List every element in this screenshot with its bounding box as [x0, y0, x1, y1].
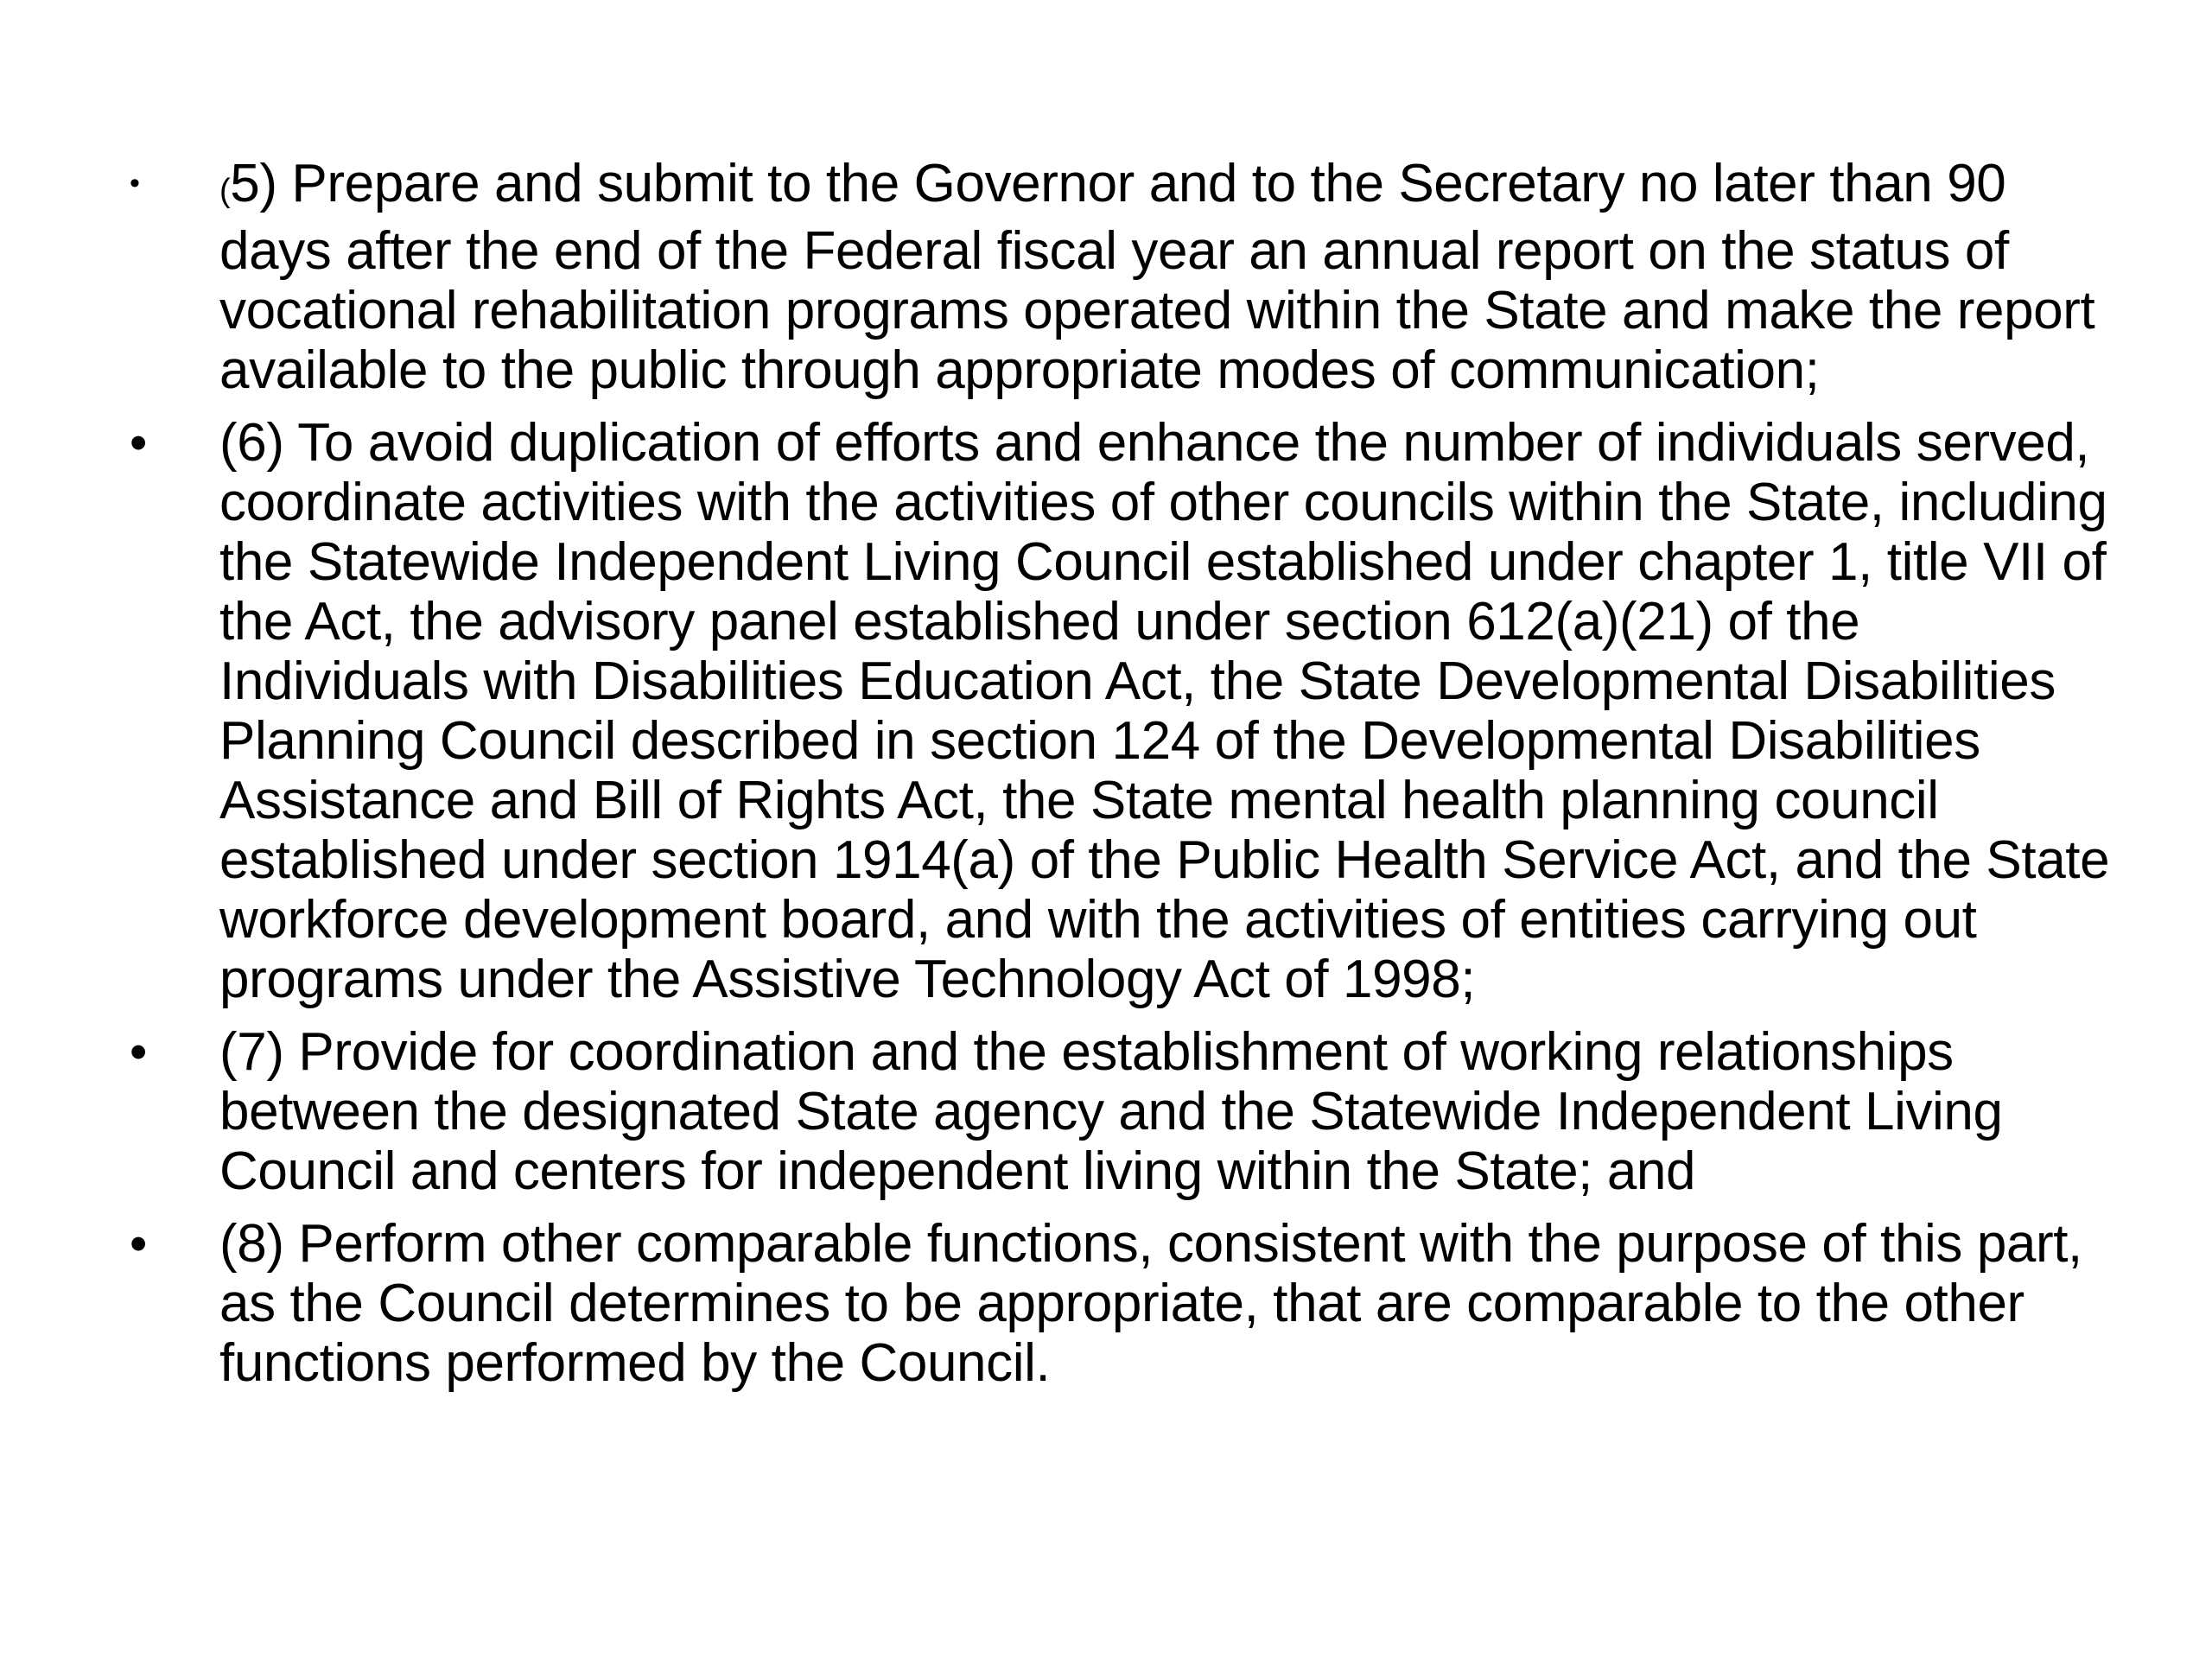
item-text: (7) Provide for coordination and the establishment of working relationships between the designated State agency and the Statewide Independent Living Council and centers for independent living within the State; and — [219, 1022, 2003, 1201]
item-text: 5) Prepare and submit to the Governor and to the Secretary no later than 90 days after the end of the Federal fiscal year an annual report on the status of vocational rehabilitation programs operated within the State and make the report available to the public through appropriate modes of communication; — [219, 154, 2095, 400]
item-text: (6) To avoid duplication of efforts and enhance the number of individuals served, coordinate activities with the activities of other councils within the State, including the Statewide Independent Living Council established under chapter 1, title VII of the Act, the advisory panel established under section 612(a)(21) of the Individuals with Disabilities Education Act, the State Developmental Disabilities Planning Council described in section 124 of the Developmental Disabilities Assistance and Bill of Rights Act, the State mental health planning council established under section 1914(a) of the Public Health Service Act, and the State workforce development board, and with the activities of entities carrying out programs under the Assistive Technology Act of 1998; — [219, 413, 2110, 1009]
bullet-icon: • — [130, 167, 140, 200]
list-item-8 — [130, 1214, 2117, 1393]
list-item-5 — [130, 154, 2117, 400]
item-text: (8) Perform other comparable functions, consistent with the purpose of this part, as the Council determines to be appropriate, that are comparable to the other functions performed by the Council. — [219, 1214, 2082, 1393]
bullet-icon: • — [130, 1216, 147, 1272]
bullet-list — [130, 154, 2117, 1406]
list-item-6 — [130, 413, 2117, 1009]
bullet-icon: • — [130, 415, 147, 471]
opening-parenthesis: ( — [219, 173, 231, 209]
list-item-7 — [130, 1022, 2117, 1201]
bullet-icon: • — [130, 1024, 147, 1080]
